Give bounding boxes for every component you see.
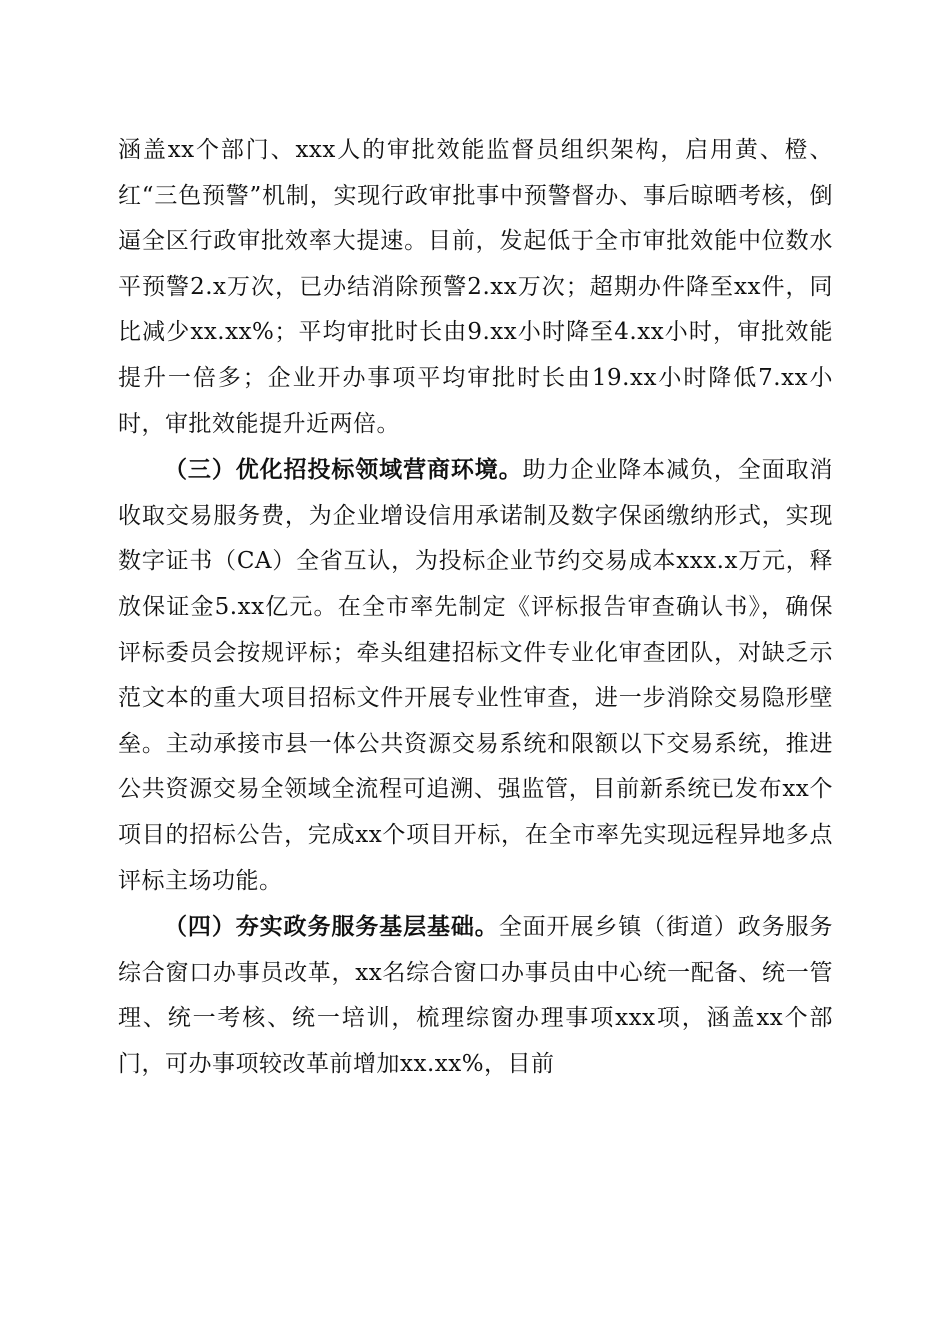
paragraph-text: 涵盖xx个部门、xxx人的审批效能监督员组织架构，启用黄、橙、红“三色预警”机制，实现行政审批事中预警督办、事后晾晒考核，倒逼全区行政审批效率大提速。目前，发起低于全市审批效能中位数水平预警2.x万次，已办结消除预警2.xx万次；超期办件降至xx件，同比减少xx.xx%；平均审批时长由9.xx小时降至4.xx小时，审批效能提升一倍多；企业开办事项平均审批时长由19.xx小时降低7.xx小时，审批效能提升近两倍。 [118, 137, 833, 437]
paragraph-text: 助力企业降本减负，全面取消收取交易服务费，为企业增设信用承诺制及数字保函缴纳形式，实现数字证书（CA）全省互认，为投标企业节约交易成本xxx.x万元，释放保证金5.xx亿元。在全市率先制定《评标报告审查确认书》，确保评标委员会按规评标；牵头组建招标文件专业化审查团队，对缺乏示范文本的重大项目招标文件开展专业性审查，进一步消除交易隐形壁垒。主动承接市县一体公共资源交易系统和限额以下交易系统，推进公共资源交易全领域全流程可追溯、强监管，目前新系统已发布xx个项目的招标公告，完成xx个项目开标，在全市率先实现远程异地多点评标主场功能。 [118, 457, 834, 894]
section-heading: （三）优化招投标领域营商环境。 [164, 456, 523, 484]
paragraph-text: 全面开展乡镇（街道）政务服务综合窗口办事员改革，xx名综合窗口办事员由中心统一配备、统一管理、统一考核、统一培训，梳理综窗办理事项xxx项，涵盖xx个部门，可办事项较改革前增加xx.xx%，目前 [118, 914, 834, 1077]
paragraph-section-3 [118, 447, 833, 904]
paragraph-section-4 [118, 904, 833, 1087]
section-heading: （四）夯实政务服务基层基础。 [164, 913, 499, 941]
document-body [118, 128, 833, 1087]
paragraph-continuation [118, 128, 833, 447]
